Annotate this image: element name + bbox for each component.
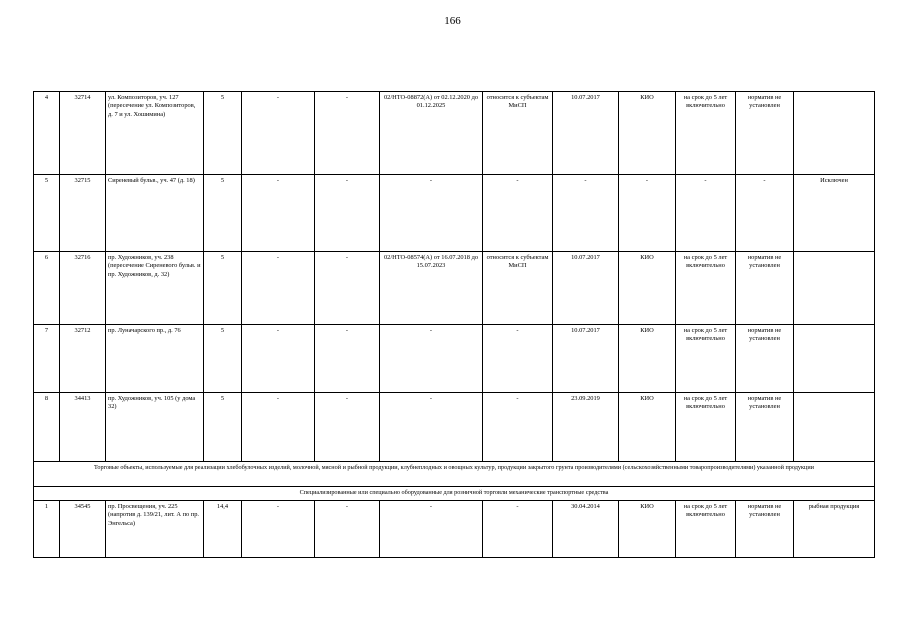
- note: рыбная продукция: [794, 501, 875, 558]
- object-address: пр. Художников, уч. 105 (у дома 32): [106, 393, 204, 462]
- placement-term: на срок до 5 лет включительно: [676, 252, 736, 325]
- object-address: пр. Просвещения, уч. 225 (напротив д. 139/21, лит. А по пр. Энгельса): [106, 501, 204, 558]
- contract-info: -: [380, 393, 483, 462]
- business-subject: -: [483, 175, 553, 252]
- object-id: 34413: [60, 393, 106, 462]
- placement-term: на срок до 5 лет включительно: [676, 92, 736, 175]
- table-row: [34, 393, 875, 462]
- object-id: 32716: [60, 252, 106, 325]
- object-area: 5: [204, 393, 242, 462]
- row-number: 7: [34, 325, 60, 393]
- norm: норматив не установлен: [736, 252, 794, 325]
- norm: норматив не установлен: [736, 501, 794, 558]
- section-header: Торговые объекты, используемые для реализации хлебобулочных изделий, молочной, мясной и рыбной продукции, клубнеплодных и овощных культур, продукции закрытого грунта производителями (сельскохозяйственными товаропроизводителями) указанной продукции: [34, 462, 875, 487]
- cell-dash: -: [315, 252, 380, 325]
- inclusion-date: 30.04.2014: [553, 501, 619, 558]
- subsection-header-row: [34, 487, 875, 501]
- authority: КИО: [619, 325, 676, 393]
- table-row: [34, 175, 875, 252]
- business-subject: относится к субъектам МиСП: [483, 252, 553, 325]
- cell-dash: -: [315, 393, 380, 462]
- object-id: 32712: [60, 325, 106, 393]
- business-subject: -: [483, 501, 553, 558]
- contract-info: -: [380, 175, 483, 252]
- business-subject: -: [483, 393, 553, 462]
- norm: норматив не установлен: [736, 325, 794, 393]
- norm: -: [736, 175, 794, 252]
- norm: норматив не установлен: [736, 393, 794, 462]
- object-address: пр. Художников, уч. 238 (пересечение Сиреневого бульв. и пр. Художников, д. 32): [106, 252, 204, 325]
- registry-table: [33, 91, 875, 558]
- inclusion-date: 23.09.2019: [553, 393, 619, 462]
- cell-dash: -: [242, 92, 315, 175]
- contract-info: 02/НТО-08872(А) от 02.12.2020 до 01.12.2025: [380, 92, 483, 175]
- note: [794, 252, 875, 325]
- row-number: 1: [34, 501, 60, 558]
- cell-dash: -: [242, 501, 315, 558]
- contract-info: -: [380, 501, 483, 558]
- cell-dash: -: [242, 393, 315, 462]
- table-row: [34, 252, 875, 325]
- business-subject: -: [483, 325, 553, 393]
- row-number: 4: [34, 92, 60, 175]
- cell-dash: -: [315, 92, 380, 175]
- note: [794, 325, 875, 393]
- norm: норматив не установлен: [736, 92, 794, 175]
- authority: КИО: [619, 252, 676, 325]
- cell-dash: -: [242, 175, 315, 252]
- row-number: 8: [34, 393, 60, 462]
- cell-dash: -: [315, 325, 380, 393]
- business-subject: относится к субъектам МиСП: [483, 92, 553, 175]
- object-id: 34545: [60, 501, 106, 558]
- section-header-row: [34, 462, 875, 487]
- inclusion-date: -: [553, 175, 619, 252]
- row-number: 6: [34, 252, 60, 325]
- contract-info: 02/НТО-08574(А) от 16.07.2018 до 15.07.2023: [380, 252, 483, 325]
- authority: КИО: [619, 92, 676, 175]
- object-area: 5: [204, 325, 242, 393]
- object-area: 5: [204, 175, 242, 252]
- authority: КИО: [619, 501, 676, 558]
- cell-dash: -: [315, 175, 380, 252]
- object-address: пр. Луначарского пр., д. 76: [106, 325, 204, 393]
- contract-info: -: [380, 325, 483, 393]
- inclusion-date: 10.07.2017: [553, 252, 619, 325]
- object-address: ул. Композиторов, уч. 127 (пересечение ул. Композиторов, д. 7 и ул. Хошимина): [106, 92, 204, 175]
- inclusion-date: 10.07.2017: [553, 92, 619, 175]
- table-row: [34, 92, 875, 175]
- object-area: 5: [204, 252, 242, 325]
- note: [794, 393, 875, 462]
- note: Исключен: [794, 175, 875, 252]
- object-id: 32714: [60, 92, 106, 175]
- cell-dash: -: [242, 325, 315, 393]
- object-area: 14,4: [204, 501, 242, 558]
- authority: -: [619, 175, 676, 252]
- cell-dash: -: [315, 501, 380, 558]
- placement-term: на срок до 5 лет включительно: [676, 501, 736, 558]
- table-row: [34, 325, 875, 393]
- inclusion-date: 10.07.2017: [553, 325, 619, 393]
- object-address: Сиреневый бульв., уч. 47 (д. 18): [106, 175, 204, 252]
- placement-term: на срок до 5 лет включительно: [676, 393, 736, 462]
- page-number: 166: [444, 15, 461, 27]
- object-id: 32715: [60, 175, 106, 252]
- object-area: 5: [204, 92, 242, 175]
- authority: КИО: [619, 393, 676, 462]
- table-row: [34, 501, 875, 558]
- placement-term: -: [676, 175, 736, 252]
- note: [794, 92, 875, 175]
- cell-dash: -: [242, 252, 315, 325]
- subsection-header: Специализированные или специально оборудованные для розничной торговли механические транспортные средства: [34, 487, 875, 501]
- row-number: 5: [34, 175, 60, 252]
- placement-term: на срок до 5 лет включительно: [676, 325, 736, 393]
